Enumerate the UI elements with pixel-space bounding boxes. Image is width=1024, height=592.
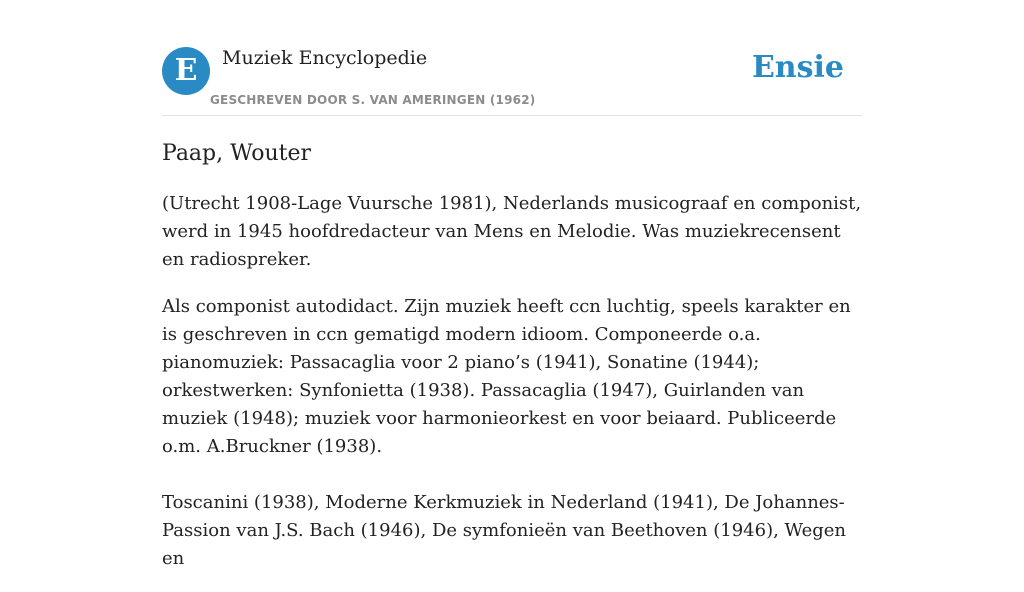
article-title: Paap, Wouter xyxy=(162,141,312,166)
header xyxy=(162,46,862,116)
ensie-logo-icon[interactable]: E xyxy=(162,47,210,95)
article xyxy=(162,138,864,592)
source-title-link[interactable]: Muziek Encyclopedie xyxy=(222,47,428,69)
article-paragraph: Toscanini (1938), Moderne Kerkmuziek in Nederland (1941), De Johannes-Passion van J.S. Bach (1946), De symfonieën van Beethoven (1946), Wegen en xyxy=(162,492,846,569)
author-line: GESCHREVEN DOOR S. VAN AMERINGEN (1962) xyxy=(210,93,536,107)
article-paragraph: (Utrecht 1908-Lage Vuursche 1981), Nederlands musicograaf en componist, werd in 1945 hoofdredacteur van Mens en Melodie. Was muziekrecensent en radiospreker. xyxy=(162,193,862,270)
article-paragraph: Als componist autodidact. Zijn muziek heeft ccn luchtig, speels karakter en is geschreven in ccn gematigd modern idioom. Componeerde o.a. pianomuziek: Passacaglia voor 2 piano’s (1941), Sonatine (1944); orkestwerken: Synfonietta (1938). Passacaglia (1947), Guirlanden van muziek (1948); muziek voor harmonieorkest en voor beiaard. Publiceerde o.m. A.Bruckner (1938). xyxy=(162,296,851,457)
brand-logo-link[interactable]: Ensie xyxy=(751,50,844,85)
